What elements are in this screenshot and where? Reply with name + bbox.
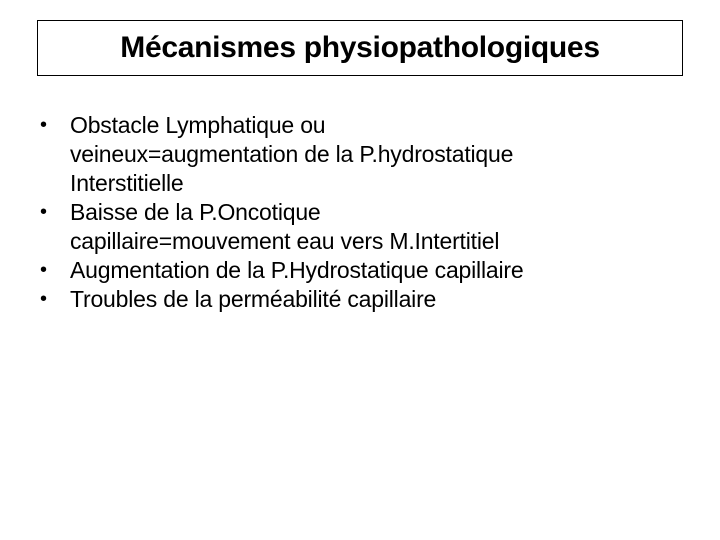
bullet-list — [36, 111, 686, 314]
bullet-text-line: capillaire=mouvement eau vers M.Intertitiel — [70, 228, 500, 254]
bullet-text-line: Interstitielle — [70, 170, 184, 196]
bullet-icon: • — [40, 114, 47, 136]
bullet-icon: • — [40, 201, 47, 223]
bullet-text-line: veineux=augmentation de la P.hydrostatique — [70, 141, 514, 167]
bullet-text-line: Augmentation de la P.Hydrostatique capillaire — [70, 257, 524, 283]
bullet-item — [36, 285, 686, 314]
slide-title: Mécanismes physiopathologiques — [120, 31, 600, 64]
bullet-item — [36, 256, 686, 285]
bullet-text-line: Troubles de la perméabilité capillaire — [70, 286, 437, 312]
title-box — [37, 20, 683, 76]
bullet-text-line: Obstacle Lymphatique ou — [70, 112, 326, 138]
bullet-text-line: Baisse de la P.Oncotique — [70, 199, 321, 225]
bullet-item — [36, 198, 686, 256]
bullet-icon: • — [40, 259, 47, 281]
bullet-item — [36, 111, 686, 198]
bullet-icon: • — [40, 288, 47, 310]
